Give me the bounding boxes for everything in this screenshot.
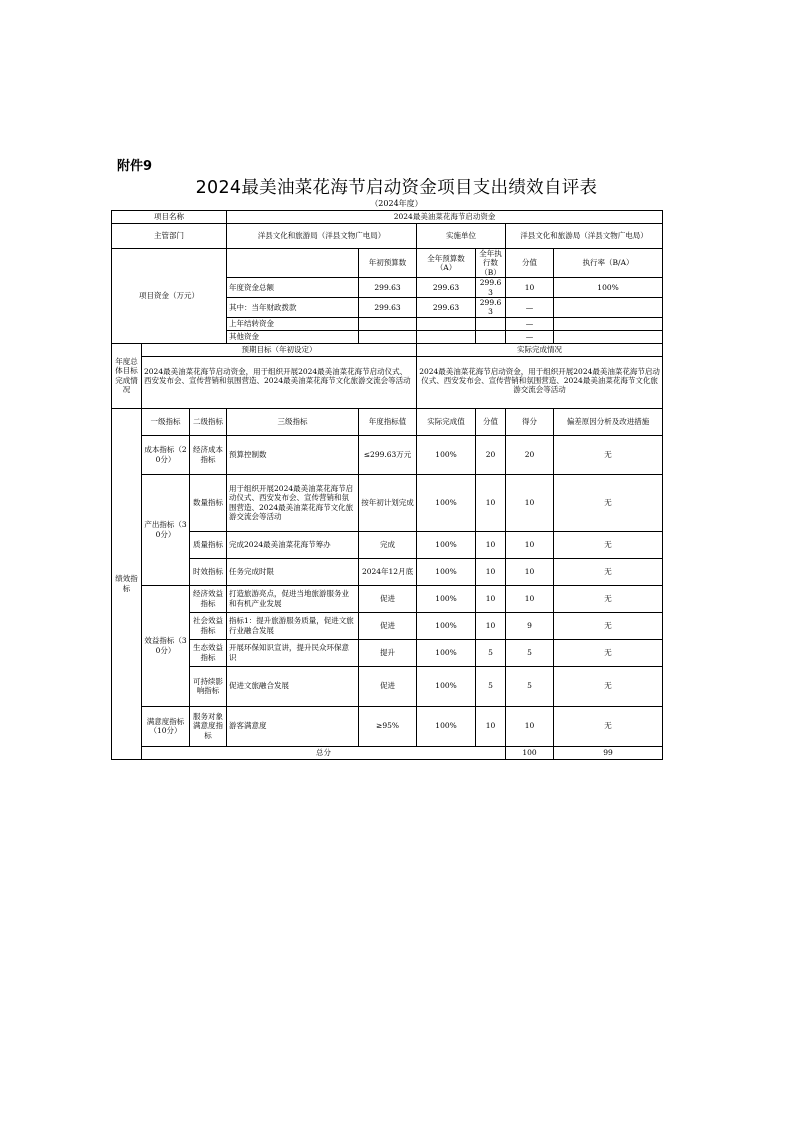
perf-l3: 完成2024最美油菜花海节筹办 [227,531,359,558]
perf-row [112,612,663,639]
perf-l2: 经济效益指标 [190,585,227,612]
perf-row [112,474,663,531]
perf-score: 9 [506,612,554,639]
perf-target: 2024年12月底 [359,558,417,585]
perf-target: 促进 [359,666,417,706]
expected-goal-text: 2024最美油菜花海节启动资金，用于组织开展2024最美油菜花海节启动仪式、西安发布会、宣传营销和氛围营造、2024最美油菜花海节文化旅游交流会等活动 [142,356,417,408]
funds-rate [554,317,663,330]
perf-l3: 促进文旅融合发展 [227,666,359,706]
funds-row-label: 上年结转资金 [227,317,359,330]
perf-l2: 服务对象满意度指标 [190,706,227,746]
funds-rate [554,297,663,317]
perf-value: 10 [476,558,506,585]
funds-exec [476,330,506,343]
expected-goal-header: 预期目标（年初设定） [142,343,417,356]
funds-row-label: 其中：当年财政拨款 [227,297,359,317]
perf-l2: 数量指标 [190,474,227,531]
perf-actual: 100% [417,531,476,558]
perf-target: ≤299.63万元 [359,435,417,474]
perf-header-actual: 实际完成值 [417,408,476,435]
perf-remark: 无 [554,435,663,474]
perf-row [112,666,663,706]
perf-l3: 预算控制数 [227,435,359,474]
perf-remark: 无 [554,585,663,612]
perf-remark: 无 [554,666,663,706]
perf-value: 10 [476,612,506,639]
perf-l3: 任务完成时限 [227,558,359,585]
perf-l3: 用于组织开展2024最美油菜花海节启动仪式、西安发布会、宣传营销和氛围营造、2024最美油菜花海节文化旅游交流会等活动 [227,474,359,531]
perf-row [112,435,663,474]
project-name-value: 2024最美油菜花海节启动资金 [227,211,663,224]
perf-value: 10 [476,585,506,612]
perf-score: 10 [506,558,554,585]
funds-header-exec: 全年执行数（B） [476,249,506,278]
perf-header-l1: 一级指标 [142,408,190,435]
perf-row [112,585,663,612]
perf-actual: 100% [417,474,476,531]
perf-target: 提升 [359,639,417,666]
funds-initial: 299.63 [359,278,417,298]
perf-score: 10 [506,585,554,612]
funds-header-initial: 年初预算数 [359,249,417,278]
goals-header-row [112,343,663,356]
perf-l2: 时效指标 [190,558,227,585]
perf-l1: 满意度指标（10分） [142,706,190,746]
funds-rate: 100% [554,278,663,298]
fiscal-year: （2024年度） [370,199,423,208]
perf-row [112,639,663,666]
funds-label: 项目资金（万元） [112,249,227,344]
funds-header-score-value: 分值 [506,249,554,278]
perf-header-remark: 偏差原因分析及改进措施 [554,408,663,435]
perf-l3: 指标1：提升旅游服务质量，促进文旅行业融合发展 [227,612,359,639]
perf-l3: 开展环保知识宣讲，提升民众环保意识 [227,639,359,666]
funds-score-value: — [506,297,554,317]
dept-label: 主管部门 [112,224,227,249]
actual-result-text: 2024最美油菜花海节启动资金，用于组织开展2024最美油菜花海节启动仪式、西安发布会、宣传营销和氛围营造、2024最美油菜花海节文化旅游交流会等活动 [417,356,663,408]
funds-score-value: 10 [506,278,554,298]
funds-score-value: — [506,330,554,343]
impl-label: 实施单位 [417,224,506,249]
funds-rate [554,330,663,343]
funds-header-rate: 执行率（B/A） [554,249,663,278]
perf-l3: 游客满意度 [227,706,359,746]
funds-annual: 299.63 [417,297,476,317]
perf-l2: 经济成本指标 [190,435,227,474]
perf-l2: 社会效益指标 [190,612,227,639]
funds-row-label: 年度资金总额 [227,278,359,298]
funds-header-blank [227,249,359,278]
page-title: 2024最美油菜花海节启动资金项目支出绩效自评表 [195,178,598,198]
perf-l1: 效益指标（30分） [142,585,190,706]
perf-value: 5 [476,639,506,666]
goals-label: 年度总体目标完成情况 [112,343,142,408]
perf-row [112,558,663,585]
perf-score: 10 [506,474,554,531]
perf-target: 促进 [359,612,417,639]
perf-value: 10 [476,706,506,746]
perf-value: 20 [476,435,506,474]
actual-result-header: 实际完成情况 [417,343,663,356]
perf-l3: 打造旅游亮点，促进当地旅游服务业和有机产业发展 [227,585,359,612]
perf-l2: 可持续影响指标 [190,666,227,706]
perf-target: 促进 [359,585,417,612]
funds-annual [417,330,476,343]
perf-value: 10 [476,531,506,558]
perf-score: 10 [506,531,554,558]
funds-exec: 299.63 [476,278,506,298]
perf-l1: 产出指标（30分） [142,474,190,585]
total-score: 99 [554,746,663,759]
perf-value: 5 [476,666,506,706]
funds-exec [476,317,506,330]
perf-actual: 100% [417,612,476,639]
perf-header-score: 得分 [506,408,554,435]
total-label: 总分 [142,746,506,759]
perf-score: 20 [506,435,554,474]
perf-actual: 100% [417,666,476,706]
perf-header-l3: 三级指标 [227,408,359,435]
perf-score: 10 [506,706,554,746]
perf-header-value: 分值 [476,408,506,435]
funds-initial [359,330,417,343]
total-row [112,746,663,759]
perf-header-row [112,408,663,435]
funds-score-value: — [506,317,554,330]
perf-remark: 无 [554,706,663,746]
perf-remark: 无 [554,474,663,531]
perf-remark: 无 [554,531,663,558]
perf-target: 完成 [359,531,417,558]
funds-exec: 299.63 [476,297,506,317]
funds-initial: 299.63 [359,297,417,317]
perf-actual: 100% [417,639,476,666]
perf-actual: 100% [417,435,476,474]
perf-header-l2: 二级指标 [190,408,227,435]
perf-remark: 无 [554,612,663,639]
perf-score: 5 [506,639,554,666]
impl-value: 洋县文化和旅游局（洋县文物广电局） [506,224,663,249]
project-name-row [112,211,663,224]
funds-annual: 299.63 [417,278,476,298]
perf-row [112,706,663,746]
goals-content-row [112,356,663,408]
perf-l1: 成本指标（20分） [142,435,190,474]
perf-target: ≥95% [359,706,417,746]
perf-remark: 无 [554,558,663,585]
attachment-label: 附件9 [117,159,153,174]
perf-actual: 100% [417,585,476,612]
funds-initial [359,317,417,330]
funds-annual [417,317,476,330]
perf-header-target: 年度指标值 [359,408,417,435]
evaluation-table [111,210,663,760]
dept-value: 洋县文化和旅游局（洋县文物广电局） [227,224,417,249]
total-value: 100 [506,746,554,759]
funds-header-annual: 全年预算数（A） [417,249,476,278]
perf-remark: 无 [554,639,663,666]
perf-row [112,531,663,558]
funds-row-label: 其他资金 [227,330,359,343]
perf-actual: 100% [417,706,476,746]
perf-l2: 生态效益指标 [190,639,227,666]
perf-actual: 100% [417,558,476,585]
department-row [112,224,663,249]
perf-target: 按年初计划完成 [359,474,417,531]
perf-label: 绩效指标 [112,408,142,759]
perf-value: 10 [476,474,506,531]
project-name-label: 项目名称 [112,211,227,224]
perf-score: 5 [506,666,554,706]
perf-l2: 质量指标 [190,531,227,558]
funds-header-row [112,249,663,278]
